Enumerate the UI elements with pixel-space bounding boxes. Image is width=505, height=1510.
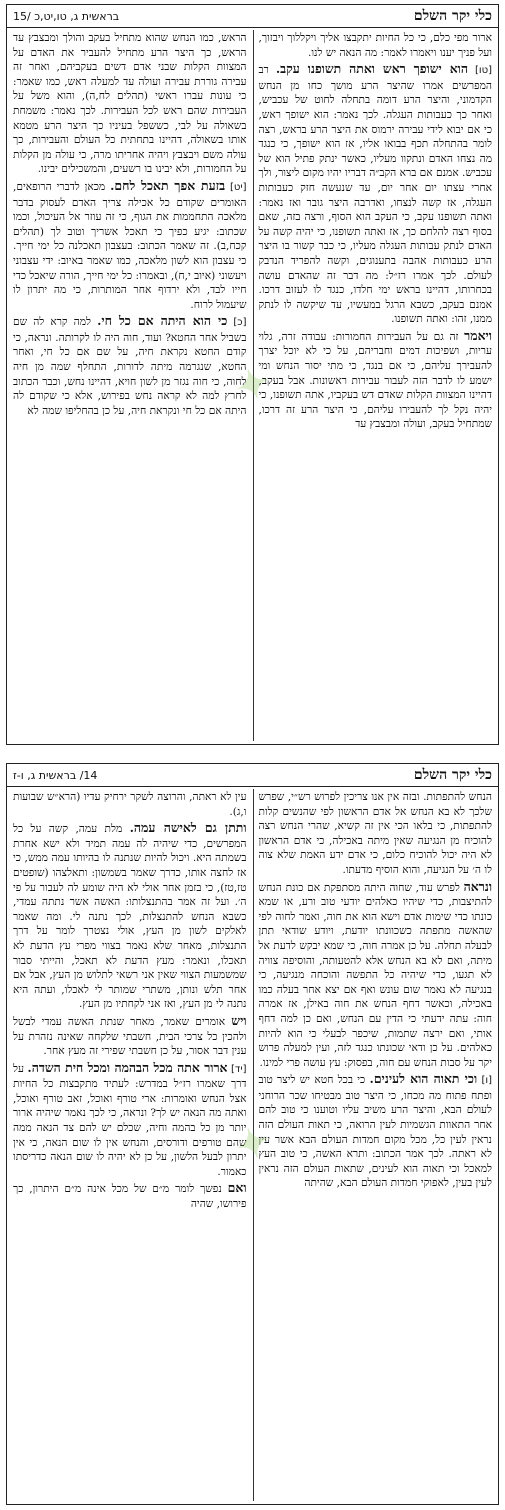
- left-column: [7, 28, 253, 741]
- verse-marker: [ו]: [481, 1075, 492, 1087]
- verse-marker: [כ]: [233, 317, 247, 329]
- dibur-hamatchil: ארור אתה מכל הבהמה ומכל חית השדה.: [27, 1059, 228, 1075]
- verse-marker: [טו]: [474, 65, 492, 77]
- dibur-hamatchil: ואם: [227, 1180, 247, 1196]
- column-divider: [253, 30, 254, 741]
- text-paragraph: [13, 790, 247, 819]
- commentary-paragraph: [259, 62, 493, 327]
- paragraph-text: מלת עמה, קשה על כל המפרשים, כדי שיהיה לה עמה תמיד ולא ישא אחרת בשמתה היא. ויכול להיות שנתנה לו בהיותו עמה ממש, כי אז לחצה אותו, כדרך שאמר בשמשון: ותאלצהו (שופטים טז,טז), כי בזמן אחר אולי לא היה שומע לה לעבור על פי ה׳. ועל זה אמר בהתנצלותו: האשה אשר נתתה עמדי, כשבא הנחש להתנצלות, לכך נתנה לי. ומה שאמר לאלקים לשון מן העץ, אולי נצטרך לומר על דרך התנצלות, מאחר שלא נאמר בצווי מפרי עץ הדעת לא תאכלו, ונאמר: מעץ הדעת לא תאכל, והייתי סבור שמשמעות הצווי שאין אני רשאי לתלוש מן העץ, אבל אם אחר תלש ונותן, משתרי שמותר לי לאכלו, ועתה היא נתנה לי מן העץ, ואז אני לקחתיו מן העץ.: [13, 823, 247, 1011]
- verse-marker: [יט]: [229, 181, 247, 193]
- commentary-paragraph: [13, 1061, 247, 1180]
- dibur-hamatchil: בזעת אפך תאכל לחם.: [110, 177, 226, 193]
- paragraph-text: הראש, כמו הנחש שהוא מתחיל בעקב והולך ומבצבץ עד הראש, כך היצר הרע מתחיל להעביר את האדם על המצוות הקלות שבני אדם דשים בעקביהם, ואחר זה עבירה גוררת עבירה ועולה עד למעלה ראש, כמו שאמר: כי עונות עברו ראשי (תהלים לח,ה), והוא משל על העבירות שהם ראש לכל העבירות. לכך נאמר: משמחת בשאולה על לבי, כששפל בעיניו כך היצר הרע מטמא אותו בשאולה, דהיינו בתחתית כל העולם והעבירות, כך עולה משם ויבצבץ ויהיה אחריתו מרה, כי עולה מן הקלות על החמורות, ולא יבינו בו רשעים, והמשכילים יבינו.: [13, 32, 247, 176]
- commentary-paragraph: [259, 329, 493, 432]
- watermark: ✦: [229, 1116, 276, 1172]
- chapter-reference: בראשית ג, טו,יט,כ /15: [13, 9, 120, 23]
- text-paragraph: [259, 31, 493, 60]
- verse-marker: [יד]: [231, 1063, 247, 1075]
- paragraph-text: אומרים שאמר, מאחר שנתת האשה עמדי לבשל ולהכין כל צרכי הבית, חשבתי שלקחה שאינה נזהרת על ענין דבר אסור, על כן חשבתי שפירי זה מעץ אחר.: [13, 1015, 247, 1058]
- text-paragraph: [259, 790, 493, 878]
- paragraph-text: ארור מפי כלם, כי כל החיות יתקבצו אליך ויקללוך ויבזוך, ועל פניך יענו ויאמרו לאמר: מה הנאה יש לנו.: [258, 32, 492, 59]
- dibur-hamatchil: ותתן גם לאישה עמה.: [129, 820, 247, 836]
- column-divider: [253, 789, 254, 1501]
- right-column: [253, 787, 499, 1501]
- commentary-paragraph: [13, 179, 247, 312]
- paragraph-text: רב המפרשים אמרו שהיצר הרע מושך כחו מן הנחש הקדמוני, והיצר הרע דומה בתחלה לחוט של עכביש, ואחר כך כעבותות העגלה. לכך נאמר: הוא ישופך ראש, כי אם יבוא לידי עבירה ירמוס את היצר הרע בראש, רצה לומר בהתחלה תכף בבואו אליו, אז הוא ישופך, כי כנגד מה נצחו האדם ונתקוו מעליו, כאשר ינתק פתיל הוא של עכביש. אמנם אם ברא הקב״ה דבריו יהיו מקום ליצור, ולך אחרי עצתו יום אחר יום, עד שנעשה חזק כעבותות העגלה, אז קשה לנצחו, ואדרבה היצר גובר ואז נאמר: ואתה תשופנו עקב, כי העקב הוא הסוף, ורצה בזה, שאם בסוף רצה להלחם כך, אז ואתה תשופנו, כי יהיה קשה על האדם לנתק עבותות העגלה מעליו, כי כבר קשור בו היצר הרע כעבותות אהבה בתענוגים, וקשה להפריד הנדבק לעולם. לכך אמרו רז״ל: מה דבר זה שהאדם עושה בכחרותו, דהיינו בראש ימי חלדו, כנגד לו לעזוב דרכו. אמנם בעקב, כשבא הרגל במעשיו, עד שיקשה לו לנתק ממנו, זהו: ואתה תשופנו.: [258, 64, 492, 326]
- left-column: [7, 787, 253, 1501]
- commentary-paragraph: [13, 1014, 247, 1059]
- dibur-hamatchil: הוא ישופך ראש ואתה תשופנו עקב.: [275, 61, 468, 77]
- paragraph-text: על דרך שאמרו רז״ל במדרש: לעתיד מתקבצות כל החיות אצל הנחש ואומרות: ארי טורף ואוכל, זאב טורף ואוכל, ואתה מה הנאה יש לך? ונראה, כי לכך נאמר שיהיה ארור יותר מן כל בהמה וחיה, שכלם יש להם צד הנאה ממה שהם טורפים ודורסים, והנחש אין לו שום הנאה, כי אין יתרון לבעל הלשון, על כן לא יהיה לו שום הנאה כדריסתו כאמור.: [13, 1062, 247, 1178]
- paragraph-text: לפרש עוד, שחוה היתה מסתפקת אם כונת הנחש להתיצבות, כדי שיהיו כאלהים יודעי טוב ורע, או שמא כונתו כדי שימות אדם וישא הוא את חוה, ואמר לחוה לפי שהאשה מתפתה כשכוונתו יודעת, ויודע שודאי תתן לבעלה תחלה. על כן אמרה חוה, כי שמא יבקש לדעת אל מיתה, ואם לא בא הנחש אלא להטעותה, והוסיפה צוויה לא תגעו, כדי שיהיה כל התפשה והוכחה מנגיעה, כי בנגיעה לא נאמר שום עונש ואף אם יצא אחר בעלה כמו באכילה, וכאשר דחף הנחש את חוה באילן, אז אמרה חוה: עתה ידעתי כי הדין עם הנחש, ואם כן למה דחף אותי, ואם ירצה שתמות, שיכפר לבעלי כי הוא להיות כאלהים. על כן ודאי שכונתו כנגד לזה, ועין למעלה פרוש יקר על סבות הנחש עם חוה, בפסוק: עץ עושה פרי למינו.: [258, 881, 492, 1069]
- page-header: [7, 5, 498, 28]
- commentary-paragraph: [259, 880, 493, 1071]
- paragraph-text: למה קרא לה שם בשביל אחר החטא? ועוד, חוה היה לו לקרותה. ונראה, כי קודם החטא נקראת חיה, על שם אם כל חי, ואחר החטא, שנגרמה מיתה לדורות, התחלף שמה מן חיה לחוה, כי חוה נגזר מן לשון חויא, דהיינו נחש, וכבר הכתוב לחרץ למה לא קראה נחש בפירוש, אלא כי שקודם לה היתה אם כל חי ונקראת חיה, על כן בהחליפו שמה לא: [13, 316, 247, 417]
- commentary-paragraph: [13, 1181, 247, 1211]
- dibur-hamatchil: ונראה: [463, 878, 492, 894]
- text-paragraph: [13, 31, 247, 177]
- paragraph-text: זה גם על העבירות החמורות: עבודה זרה, גלוי עריות, ושפיכות דמים וחבריהם, על כי לא יוכל יצרך להעבירך עליהם, כי אם בנגד, כי מתי יסור הנחש ומי ישמע לו לדבר הזה לעבור עבירות ראשונות. אבל בעקב, דהיינו המצוות הקלות שאדם דש בעקביו, אתה תשופנו, כי יהיה נקל לך להעבירו עליהם, כי היצר הרע זה דרכו, שמתחיל בעקב, ועולה ומבצבץ עד: [258, 330, 492, 431]
- commentary-paragraph: [13, 314, 247, 418]
- paragraph-text: עין לא ראתה, והרוצה לשקר ירחיק עדיו (הרא״ש שבועות ו,ג).: [13, 791, 247, 818]
- dibur-hamatchil: ויאמר: [464, 327, 492, 343]
- dibur-hamatchil: וכי תאוה הוא לעינים.: [369, 1071, 478, 1087]
- commentary-paragraph: [13, 821, 247, 1012]
- paragraph-text: הנחש להתפתות. ובזה אין אנו צריכין לפרוש רש״י, שפרש שלכך לא בא הנחש אל אדם הראשון לפי שהנשים קלות להתפתות, כי בלאו הכי אין זה קשיא, שהרי הנחש רצה להוכיח מן הנגיעה שאין מיתה באכילה, כי אדם הראשון לא היה יכול להוכיח כלום, כי אדם ידע האמת שלא צוה לו ה׳ על הנגיעה, והוא הוסיף מדעתו.: [258, 791, 492, 876]
- paragraph-text: מכאן לדברי הרופאים, האומרים שקודם כל אכילה צריך האדם לעסוק בדבר מלאכה התחממות את הגוף, כי זה עוזר אל העיכול, וכמו שכתוב: יגיע כפיך כי תאכל אשריך וטוב לך (תהלים קכח,ב). זה שאמר הכתוב: בעצבון תאכלנה כל ימי חייך. כי עצבון הוא לשון מלאכה, כמו שאמר באיוב: ידי עצבוני ויעשוני (איוב י,ח), ובאמרו: כל ימי חייך, הורה שיאכל כדי חייו לבד, ולא ירדוף אחר המותרות, כי מה יתרון לו שיעמול לרוח.: [13, 180, 247, 311]
- dibur-hamatchil: כי הוא היתה אם כל חי.: [97, 313, 228, 329]
- page-14: [6, 763, 499, 1505]
- watermark: ✦: [229, 356, 276, 413]
- page-15: [6, 4, 499, 745]
- paragraph-text: נפשך לומר מ״ם של מכל אינה מ״ם היתרון, כך פירושו, שהיה: [13, 1183, 247, 1211]
- page-header: [7, 764, 498, 787]
- commentary-paragraph: [259, 1072, 493, 1191]
- dibur-hamatchil: ויש: [231, 1012, 247, 1028]
- book-title: כלי יקר השלם: [413, 766, 492, 783]
- chapter-reference: 14/ בראשית ג, ו-ז: [13, 768, 98, 782]
- paragraph-text: כי בכל חטא יש ליצר טוב ופתח פתוח מה מכחו, כי היצר טוב מבטיחו שכר הרוחני לעולם הבא, והיצר הרע משיב עליו וטוענו כי טוב להם אחר התאוות הגשמיות לעין הרואה, כי תאות העולם הזה נראין לעין כל, מכל מקום חמדות העולם הבא אשר עין לא ראתה. לכך אמר הכתוב: ותרא האשה, כי טוב העץ למאכל וכי תאוה הוא לעינים, שתאות העולם הזה נראין לעין בעין, לאפוקי חמדות העולם הבא, שהיתה: [258, 1074, 492, 1190]
- right-column: [253, 28, 499, 741]
- book-title: כלי יקר השלם: [413, 7, 492, 24]
